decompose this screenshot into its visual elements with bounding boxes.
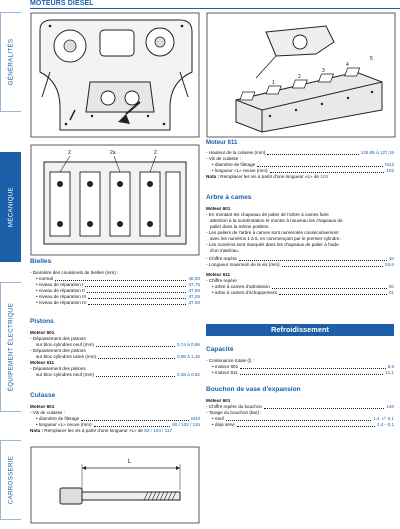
- spec-row: [206, 370, 394, 376]
- spec-label: • diamètre de filetage: [36, 416, 80, 421]
- tab-mecanique[interactable]: MÉCANIQUE: [0, 152, 21, 262]
- spec-value: 1,4 - 0,1: [377, 422, 394, 427]
- section-tabs: [0, 10, 23, 520]
- spec-value: 47,75: [188, 282, 200, 287]
- spec-value: 0,96 à 1,15: [177, 354, 200, 359]
- spec-label: - Dépassement des pistons: [30, 366, 86, 371]
- spec-value: 0,74 à 0,96: [177, 342, 200, 347]
- spec-row: [30, 354, 200, 360]
- spec-label: • moteur 601: [212, 364, 239, 369]
- spec-label: • arbre à cames d'échappement: [212, 290, 277, 295]
- dot-leader: [279, 294, 387, 295]
- paragraph-line: - Les paliers de l'arbre à cames sont numérotés consécutivement: [206, 230, 339, 235]
- dot-leader: [55, 280, 186, 281]
- spec-value: 80 / 102 / 115: [172, 422, 200, 427]
- spec-label: sur bloc-cylindres neuf (mm): [36, 342, 94, 347]
- tab-equipement-electrique[interactable]: ÉQUIPEMENT ÉLECTRIQUE: [0, 282, 21, 412]
- pistons-block: Moteur 601 - Dépassement des pistons sur bloc-cylindres neuf (mm) 0,74 à 0,96 - Dépassement des pistons sur bloc-cylindres usiné (mm) 0,96 à 1,15 Moteur 611 - Dépassement des pistons sur bloc-cylindres neuf (mm) 0,38 à 0,62: [30, 330, 200, 377]
- spec-label: • diamètre de filetage: [212, 162, 256, 167]
- bouchon-heading: Bouchon de vase d'expansion: [206, 386, 301, 393]
- head-bolt-figure: [30, 446, 200, 524]
- spec-row: [206, 168, 394, 174]
- dot-leader: [85, 286, 186, 287]
- pistons-heading: Pistons: [30, 318, 54, 325]
- spec-label: - Dépassement des pistons: [30, 336, 86, 341]
- bolt-length-label: L: [128, 459, 132, 465]
- spec-value: 126,85 à 127,15: [360, 150, 394, 155]
- dot-leader: [270, 172, 384, 173]
- spec-label: - Chiffre repère: [206, 256, 237, 261]
- arbre-a-cames-block: Moteur 601 - En montant les chapeaux de palier de l'arbre à cames faire attention à la numérotation et monter à nouveau les chapeaux de palier dans la même position. - Les paliers de l'arbre à cames sont numérotés consécutivement avec les numéros 1 à 5, en commençant par le premier cylindre. - Les numéros sont marqués dans les chapeaux de palier à l'aide d'un matériau. - Chiffre repère 10 - Longueur maximum de la vis (mm) 53,6 Moteur 611 - Chiffre repère : • arbre à cames d'admission 00 • arbre à cames d'échappement 01: [206, 206, 394, 295]
- spec-value: 47,00: [188, 300, 200, 305]
- spec-label: • normal: [36, 276, 53, 281]
- spec-value: 140: [386, 404, 394, 409]
- dot-leader: [272, 288, 387, 289]
- dot-leader: [98, 358, 175, 359]
- spec-value: M10: [191, 416, 200, 421]
- paragraph-line: - Les numéros sont marqués dans les chapeaux de palier à l'aide: [206, 242, 339, 247]
- spec-label: • niveau de réparation II: [36, 288, 85, 293]
- dot-leader: [282, 266, 383, 267]
- arbre-a-cames-heading: Arbre à cames: [206, 194, 252, 201]
- dot-leader: [226, 420, 371, 421]
- refroidissement-banner: Refroidissement: [206, 324, 394, 336]
- dot-leader: [237, 426, 375, 427]
- dot-leader: [264, 408, 384, 409]
- dot-leader: [88, 298, 186, 299]
- spec-label: • moteur 611: [212, 370, 238, 375]
- spec-label: sur bloc-cylindres usiné (mm): [36, 354, 96, 359]
- capacite-heading: Capacité: [206, 346, 234, 353]
- dot-leader: [240, 374, 383, 375]
- dot-leader: [81, 420, 189, 421]
- dot-leader: [257, 166, 383, 167]
- camshaft-housing-figure: [206, 12, 396, 138]
- dot-leader: [94, 426, 170, 427]
- paragraph-line: avec les numéros 1 à 5, en commençant par le premier cylindre.: [210, 236, 341, 241]
- bearing-cap-label-right: 2: [154, 150, 157, 156]
- bearing-caps-figure: [30, 144, 200, 256]
- dot-leader: [239, 260, 387, 261]
- header-rule: [30, 8, 400, 9]
- cam-cap-label-4: 4: [346, 62, 349, 68]
- dot-leader: [96, 346, 175, 347]
- bouchon-block: Moteur 601 - Chiffre repère du bouchon 140 - Tarage du bouchon (bar) : • neuf 1,4 +/- 0,1 • déjà servi 1,4 - 0,1: [206, 398, 394, 427]
- spec-row: [206, 262, 394, 268]
- dot-leader: [240, 368, 386, 369]
- bearing-cap-label-left: 2: [68, 150, 71, 156]
- spec-value: 8,6: [387, 364, 394, 369]
- moteur-611-heading: Moteur 611: [206, 140, 238, 146]
- dot-leader: [96, 376, 175, 377]
- spec-label: - Dépassement des pistons: [30, 348, 86, 353]
- spec-row: [30, 372, 200, 378]
- spec-label: • neuf: [212, 416, 224, 421]
- spec-value: 47,50: [188, 288, 200, 293]
- dot-leader: [88, 304, 186, 305]
- dot-leader: [87, 292, 186, 293]
- paragraph-line: palier dans la même position.: [210, 224, 270, 229]
- bielles-heading: Bielles: [30, 258, 52, 265]
- spec-value: 1,4 +/- 0,1: [373, 416, 394, 421]
- cam-cap-label-2: 2: [298, 74, 301, 80]
- cam-cap-label-1: 1: [272, 80, 275, 86]
- spec-label: - Vis de culasse :: [206, 156, 241, 161]
- cam-cap-label-5: 5: [370, 56, 373, 62]
- spec-row: [30, 300, 200, 306]
- culasse-block: Moteur 601 - Vis de culasse : • diamètre de filetage M10 • longueur «L» neuve (mm) 80 / 102 / 115 Nota : Remplacer les vis à partir d'une longueur «L» de 82 / 104 / 117: [30, 404, 200, 433]
- spec-value: 11,1: [385, 370, 394, 375]
- spec-label: sur bloc-cylindres neuf (mm): [36, 372, 94, 377]
- spec-label: • arbre à cames d'admission: [212, 284, 270, 289]
- bielles-block: - Diamètre des coussinets de bielles (mm) : • normal 48,00 • niveau de réparation I 47,75 • niveau de réparation II 47,50 • niveau de réparation III 47,25 • niveau de réparation IV 47,00: [30, 270, 200, 305]
- spec-value: 00: [388, 284, 394, 289]
- bearing-cap-label-center: 2a: [110, 150, 116, 156]
- spec-label: - Hauteur de la culasse (mm): [206, 150, 266, 155]
- spec-value: 0,38 à 0,62: [177, 372, 200, 377]
- spec-value: 01: [388, 290, 394, 295]
- spec-label: • niveau de réparation III: [36, 294, 86, 299]
- spec-label: - Chiffre repère du bouchon: [206, 404, 263, 409]
- spec-value: 47,25: [188, 294, 200, 299]
- spec-row: [30, 422, 200, 428]
- moteur-611-block: - Hauteur de la culasse (mm) 126,85 à 127,15 - Vis de culasse : • diamètre de filetage M12 • longueur «L» neuve (mm) 102 Nota : Remplacer les vis à partir d'une longueur «L» de 104: [206, 150, 394, 179]
- paragraph-line: d'un matériau.: [210, 248, 239, 253]
- paragraph-line: attention à la numérotation et monter à nouveau les chapeaux de: [210, 218, 343, 223]
- spec-value: 53,6: [385, 262, 394, 267]
- capacite-block: - Contenance totale (l) : • moteur 601 8,6 • moteur 611 11,1: [206, 358, 394, 375]
- spec-label: - Tarage du bouchon (bar) :: [206, 410, 262, 415]
- spec-value: 10: [388, 256, 394, 261]
- spec-label: • déjà servi: [212, 422, 235, 427]
- spec-label: • longueur «L» neuve (mm): [212, 168, 268, 173]
- dot-leader: [267, 154, 359, 155]
- spec-value: 102: [386, 168, 394, 173]
- culasse-heading: Culasse: [30, 392, 56, 399]
- spec-label: • longueur «L» neuve (mm): [36, 422, 92, 427]
- spec-label: • niveau de réparation I: [36, 282, 84, 287]
- engine-front-cover-figure: [30, 12, 200, 138]
- page-header-title: MOTEURS DIESEL: [30, 0, 94, 7]
- spec-row: [206, 290, 394, 296]
- spec-row: [206, 422, 394, 428]
- spec-label: - Longueur maximum de la vis (mm): [206, 262, 280, 267]
- tab-generalites[interactable]: GÉNÉRALITÉS: [0, 12, 21, 112]
- spec-label: • niveau de réparation IV: [36, 300, 87, 305]
- tab-carrosserie[interactable]: CARROSSERIE: [0, 440, 21, 520]
- spec-value: 48,00: [188, 276, 200, 281]
- cam-cap-label-3: 3: [322, 68, 325, 74]
- paragraph-line: - En montant les chapeaux de palier de l'arbre à cames faire: [206, 212, 329, 217]
- spec-value: M12: [385, 162, 394, 167]
